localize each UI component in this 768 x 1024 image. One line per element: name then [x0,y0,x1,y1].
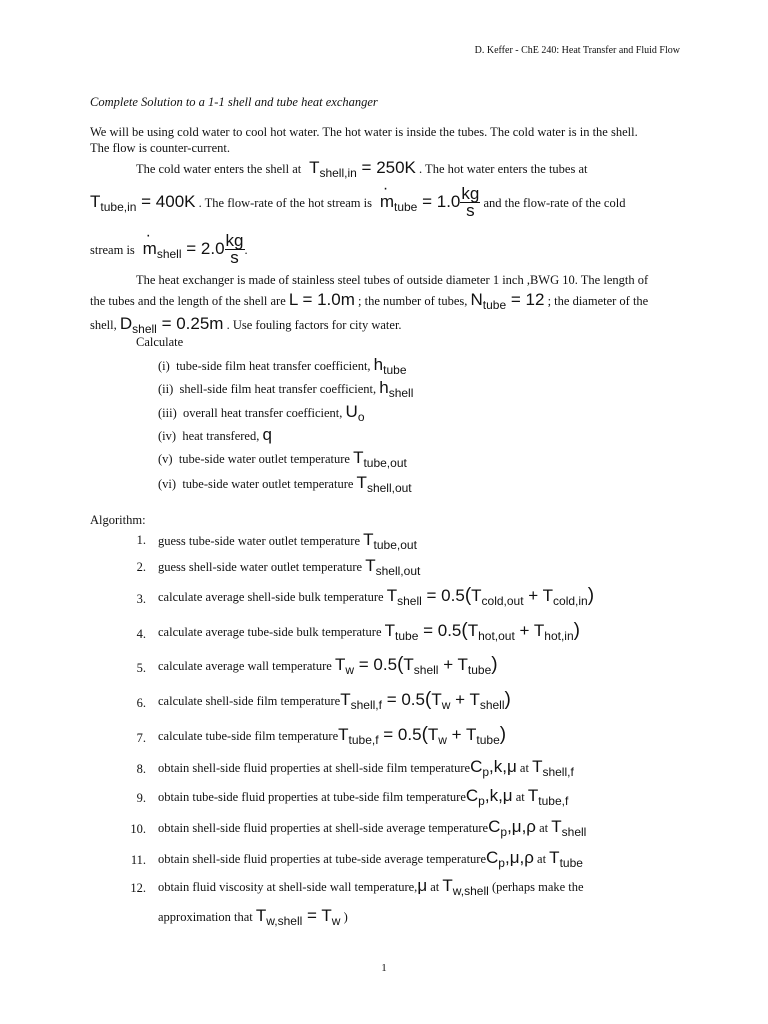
calculate-item-text: shell-side film heat transfer coefficient, [179,382,377,396]
calculate-item-text: tube-side water outlet temperature [182,477,354,491]
n-tube-equation: $N_{tube} = 12$ [470,290,545,312]
calculate-item [158,473,412,495]
algo-step-3: calculate average shell-side bulk temperature $T_{shell} = 0.5(T_{cold,out} + T_{cold,in})$ [158,585,595,608]
cold-enters-text: The cold water enters the shell at [136,162,302,176]
algo-step-12: obtain fluid viscosity at shell-side wall temperature,μ at $T_{w,shell}$ (perhaps make the [158,876,584,898]
intro-line-4 [90,186,625,219]
algo-step-number: 11. [130,853,146,867]
calculate-item-number: (vi) [158,477,177,491]
algo-step-7: calculate tube-side film temperatureT$_{tube,f}$ = $0.5(T_w + T_{tube})$ [158,724,507,747]
calculate-item-symbol: $h_{tube}$ [373,355,407,377]
t-shell-in-equation: $T_{shell,in} = 250K$ [304,158,416,180]
algorithm-label: Algorithm: [90,513,146,527]
length-equation: L = 1.0m [288,290,355,309]
calculate-item-text: overall heat transfer coefficient, [183,406,343,420]
design-line-2: the tubes and the length of the shell are L = 1.0m ; the number of tubes, $N_{tube} = 12$ ; the diameter of the [90,290,649,312]
d-shell-equation: $D_{shell} = 0.25m$ [119,314,224,336]
algo-step-11: obtain shell-side fluid properties at tube-side average temperatureC$_p$,μ,ρ at $T_{tube}$ [158,848,583,870]
calculate-item-symbol: $h_{shell}$ [379,378,414,400]
algo-step-5: calculate average wall temperature $T_w = 0.5(T_{shell} + T_{tube})$ [158,654,498,677]
algo-step-number: 10. [130,822,146,836]
stream-is-text: stream is [90,242,135,257]
algo-step-1: guess tube-side water outlet temperature $T_{tube,out}$ [158,530,417,552]
calculate-item-symbol: $T_{shell,out}$ [356,473,412,495]
page-number: 1 [381,962,387,974]
intro-line-2: The flow is counter-current. [90,141,230,155]
algo-step-2: guess shell-side water outlet temperature $T_{shell,out}$ [158,556,421,578]
algo-step-number: 12. [130,881,146,895]
flow-cold-text: and the flow-rate of the cold [483,195,626,210]
flow-hot-text: . The flow-rate of the hot stream is [198,195,372,210]
calculate-item [158,378,413,400]
algo-step-number: 1. [136,533,146,547]
t-tube-in-equation: $T_{tube,in} = 400K$ [90,191,196,214]
calculate-item-number: (iii) [158,406,177,420]
algo-step-8: obtain shell-side fluid properties at shell-side film temperatureC$_p$,k,μ at $T_{shell,f}$ [158,757,574,779]
algo-step-12-cont: approximation that $T_{w,shell} = T_w$ ) [158,906,348,928]
calculate-item [158,425,272,447]
hot-enters-text: . The hot water enters the tubes at [419,162,588,176]
calculate-item-number: (ii) [158,382,174,396]
calculate-item-symbol: q [262,425,272,444]
algo-step-number: 7. [136,731,146,745]
intro-line-3 [136,158,588,180]
algo-step-4: calculate average tube-side bulk temperature $T_{tube} = 0.5(T_{hot,out} + T_{hot,in})$ [158,620,580,643]
calculate-item-number: (iv) [158,429,177,443]
algo-step-9: obtain tube-side fluid properties at tube-side film temperatureC$_p$,k,μ at $T_{tube,f}$ [158,786,569,808]
running-header: D. Keffer - ChE 240: Heat Transfer and Fluid Flow [474,45,680,56]
algo-step-10: obtain shell-side fluid properties at shell-side average temperatureC$_p$,μ,ρ at $T_{shell}$ [158,817,587,839]
calculate-item-number: (v) [158,452,173,466]
calculate-item [158,402,365,424]
calculate-item [158,355,407,377]
algo-step-number: 8. [136,762,146,776]
calculate-item-text: tube-side water outlet temperature [178,452,350,466]
calculate-item-symbol: $T_{tube,out}$ [353,448,407,470]
m-tube-equation: · $m_{tube} = 1.0$ $\frac{kg}{s}$ [375,192,480,211]
calculate-item-text: tube-side film heat transfer coefficient, [176,359,371,373]
calculate-item-number: (i) [158,359,170,373]
design-line-3: shell, $D_{shell} = 0.25m$ . Use fouling factors for city water. [90,314,402,336]
design-line-1: The heat exchanger is made of stainless steel tubes of outside diameter 1 inch ,BWG 10. The length of [136,273,649,287]
algo-step-number: 9. [136,791,146,805]
m-shell-equation: · $m_{shell} = 2.0$ $\frac{kg}{s}$ [138,239,245,258]
algo-step-number: 3. [136,592,146,606]
intro-line-5: stream is · $m_{shell} = 2.0$ $\frac{kg}{s}$ . [90,233,248,266]
calculate-label: Calculate [136,335,184,349]
intro-line-1: We will be using cold water to cool hot water. The hot water is inside the tubes. The cold water is in the shell. [90,125,638,139]
document-title: Complete Solution to a 1-1 shell and tube heat exchanger [90,95,378,109]
algo-step-number: 5. [136,661,146,675]
algo-step-6: calculate shell-side film temperatureT$_{shell,f}$ = $0.5(T_w + T_{shell})$ [158,689,511,712]
calculate-item-symbol: $U_o$ [345,402,365,424]
calculate-item [158,448,407,470]
algo-step-number: 2. [136,560,146,574]
algo-step-number: 6. [136,696,146,710]
algo-step-number: 4. [136,627,146,641]
calculate-item-text: heat transfered, [182,429,260,443]
